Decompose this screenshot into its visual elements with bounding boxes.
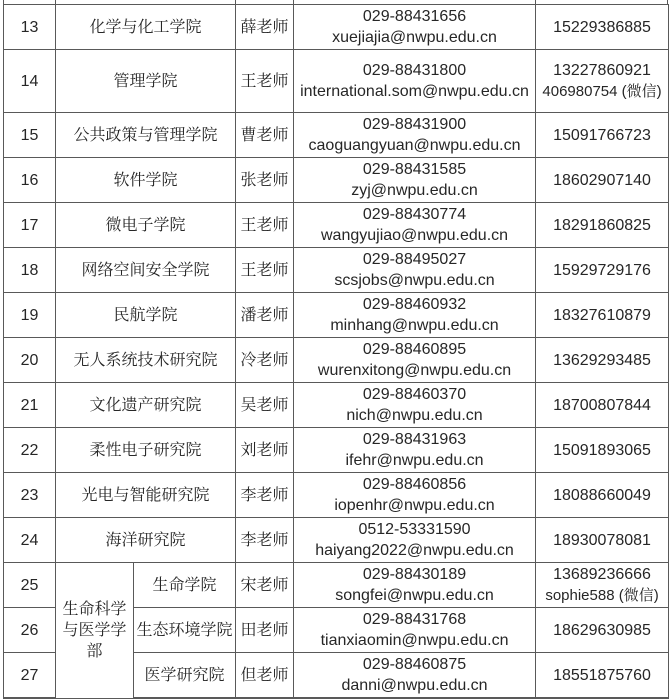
mobile-text: 18602907140 <box>553 171 651 189</box>
teacher-cell: 李老师 <box>236 473 294 518</box>
college-cell: 文化遗产研究院 <box>56 383 236 428</box>
table-row <box>4 158 669 203</box>
email-text: ifehr@nwpu.edu.cn <box>345 452 484 469</box>
email-text: wangyujiao@nwpu.edu.cn <box>321 227 509 244</box>
phone-email-cell <box>294 5 536 50</box>
email-text: songfei@nwpu.edu.cn <box>335 587 494 604</box>
mobile-cell <box>536 203 669 248</box>
phone-text: 029-88431900 <box>362 116 467 133</box>
mobile-text: 13227860921 <box>553 62 651 79</box>
college-cell: 柔性电子研究院 <box>56 428 236 473</box>
row-number-cell: 23 <box>4 473 56 518</box>
email-text: xuejiajia@nwpu.edu.cn <box>332 29 497 46</box>
teacher-cell: 李老师 <box>236 518 294 563</box>
mobile-cell <box>536 248 669 293</box>
email-text: tianxiaomin@nwpu.edu.cn <box>320 632 509 649</box>
row-number-cell: 25 <box>4 563 56 608</box>
phone-text: 029-88460932 <box>362 296 467 313</box>
phone-text: 029-88495027 <box>362 251 467 268</box>
teacher-cell: 但老师 <box>236 653 294 699</box>
mobile-text: 18291860825 <box>553 216 651 234</box>
row-number-cell: 16 <box>4 158 56 203</box>
phone-email-cell <box>294 473 536 518</box>
mobile-text: 18629630985 <box>553 621 651 639</box>
phone-email-cell <box>294 113 536 158</box>
phone-text: 029-88460895 <box>362 341 467 358</box>
email-text: international.som@nwpu.edu.cn <box>300 83 529 100</box>
phone-email-cell <box>294 248 536 293</box>
table-row <box>4 5 669 50</box>
row-number-cell: 18 <box>4 248 56 293</box>
phone-email-cell <box>294 50 536 113</box>
email-text: iopenhr@nwpu.edu.cn <box>334 497 495 514</box>
department-group-cell: 生命科学与医学学部 <box>56 563 134 699</box>
phone-text: 029-88431656 <box>362 8 467 25</box>
mobile-text: 15929729176 <box>553 261 651 279</box>
mobile-cell <box>536 653 669 699</box>
mobile-text: 18088660049 <box>553 486 651 504</box>
teacher-cell: 宋老师 <box>236 563 294 608</box>
phone-email-cell <box>294 158 536 203</box>
phone-text: 029-88460370 <box>362 386 467 403</box>
row-number-cell: 14 <box>4 50 56 113</box>
mobile-text: 18327610879 <box>553 306 651 324</box>
mobile-cell <box>536 518 669 563</box>
contact-table-body <box>4 5 669 699</box>
college-cell: 网络空间安全学院 <box>56 248 236 293</box>
teacher-cell: 王老师 <box>236 203 294 248</box>
mobile-cell <box>536 428 669 473</box>
phone-email-cell <box>294 428 536 473</box>
college-cell: 生态环境学院 <box>134 608 236 653</box>
email-text: haiyang2022@nwpu.edu.cn <box>315 542 514 559</box>
phone-text: 029-88431800 <box>362 62 467 79</box>
college-cell: 医学研究院 <box>134 653 236 699</box>
table-row <box>4 248 669 293</box>
row-number-cell: 19 <box>4 293 56 338</box>
teacher-cell: 田老师 <box>236 608 294 653</box>
phone-text: 029-88430189 <box>362 566 467 583</box>
email-text: minhang@nwpu.edu.cn <box>330 317 499 334</box>
mobile-cell <box>536 293 669 338</box>
college-cell: 微电子学院 <box>56 203 236 248</box>
email-text: nich@nwpu.edu.cn <box>346 407 483 424</box>
mobile-text: 18551875760 <box>553 666 651 684</box>
table-row <box>4 113 669 158</box>
teacher-cell: 曹老师 <box>236 113 294 158</box>
college-cell: 无人系统技术研究院 <box>56 338 236 383</box>
mobile-cell <box>536 563 669 608</box>
table-row <box>4 428 669 473</box>
phone-email-cell <box>294 338 536 383</box>
teacher-cell: 潘老师 <box>236 293 294 338</box>
college-cell: 民航学院 <box>56 293 236 338</box>
mobile-text: 15091893065 <box>553 441 651 459</box>
row-number-cell: 20 <box>4 338 56 383</box>
row-number-cell: 17 <box>4 203 56 248</box>
table-row <box>4 338 669 383</box>
email-text: danni@nwpu.edu.cn <box>341 677 488 694</box>
college-cell: 软件学院 <box>56 158 236 203</box>
table-row <box>4 473 669 518</box>
mobile-cell <box>536 473 669 518</box>
mobile-cell <box>536 383 669 428</box>
phone-text: 029-88460856 <box>362 476 467 493</box>
contact-table <box>3 4 669 699</box>
college-cell: 光电与智能研究院 <box>56 473 236 518</box>
mobile-text: 13689236666 <box>553 566 651 583</box>
phone-email-cell <box>294 203 536 248</box>
phone-text: 029-88430774 <box>362 206 467 223</box>
mobile-text: 18700807844 <box>553 396 651 414</box>
row-number-cell: 15 <box>4 113 56 158</box>
email-text: zyj@nwpu.edu.cn <box>351 182 478 199</box>
phone-email-cell <box>294 293 536 338</box>
table-row <box>4 383 669 428</box>
college-cell: 管理学院 <box>56 50 236 113</box>
table-row <box>4 563 669 608</box>
table-row <box>4 50 669 113</box>
phone-text: 0512-53331590 <box>358 521 471 538</box>
phone-email-cell <box>294 383 536 428</box>
wechat-text: 406980754 (微信) <box>542 83 662 100</box>
row-number-cell: 27 <box>4 653 56 699</box>
mobile-cell <box>536 608 669 653</box>
phone-text: 029-88431768 <box>362 611 467 628</box>
phone-text: 029-88431585 <box>362 161 467 178</box>
mobile-text: 15091766723 <box>553 126 651 144</box>
mobile-text: 15229386885 <box>553 18 651 36</box>
phone-text: 029-88431963 <box>362 431 467 448</box>
mobile-cell <box>536 338 669 383</box>
row-number-cell: 13 <box>4 5 56 50</box>
table-row <box>4 203 669 248</box>
college-cell: 生命学院 <box>134 563 236 608</box>
teacher-cell: 吴老师 <box>236 383 294 428</box>
phone-email-cell <box>294 518 536 563</box>
mobile-cell <box>536 113 669 158</box>
mobile-cell <box>536 50 669 113</box>
table-row <box>4 518 669 563</box>
email-text: caoguangyuan@nwpu.edu.cn <box>308 137 521 154</box>
college-cell: 公共政策与管理学院 <box>56 113 236 158</box>
row-number-cell: 22 <box>4 428 56 473</box>
mobile-text: 13629293485 <box>553 351 651 369</box>
teacher-cell: 薛老师 <box>236 5 294 50</box>
teacher-cell: 王老师 <box>236 50 294 113</box>
phone-email-cell <box>294 563 536 608</box>
college-cell: 化学与化工学院 <box>56 5 236 50</box>
email-text: wurenxitong@nwpu.edu.cn <box>317 362 512 379</box>
teacher-cell: 王老师 <box>236 248 294 293</box>
phone-email-cell <box>294 653 536 699</box>
wechat-text: sophie588 (微信) <box>545 587 659 604</box>
teacher-cell: 冷老师 <box>236 338 294 383</box>
teacher-cell: 张老师 <box>236 158 294 203</box>
row-number-cell: 24 <box>4 518 56 563</box>
row-number-cell: 26 <box>4 608 56 653</box>
table-row <box>4 293 669 338</box>
mobile-cell <box>536 158 669 203</box>
college-cell: 海洋研究院 <box>56 518 236 563</box>
phone-text: 029-88460875 <box>362 656 467 673</box>
row-number-cell: 21 <box>4 383 56 428</box>
mobile-text: 18930078081 <box>553 531 651 549</box>
teacher-cell: 刘老师 <box>236 428 294 473</box>
mobile-cell <box>536 5 669 50</box>
email-text: scsjobs@nwpu.edu.cn <box>334 272 495 289</box>
phone-email-cell <box>294 608 536 653</box>
